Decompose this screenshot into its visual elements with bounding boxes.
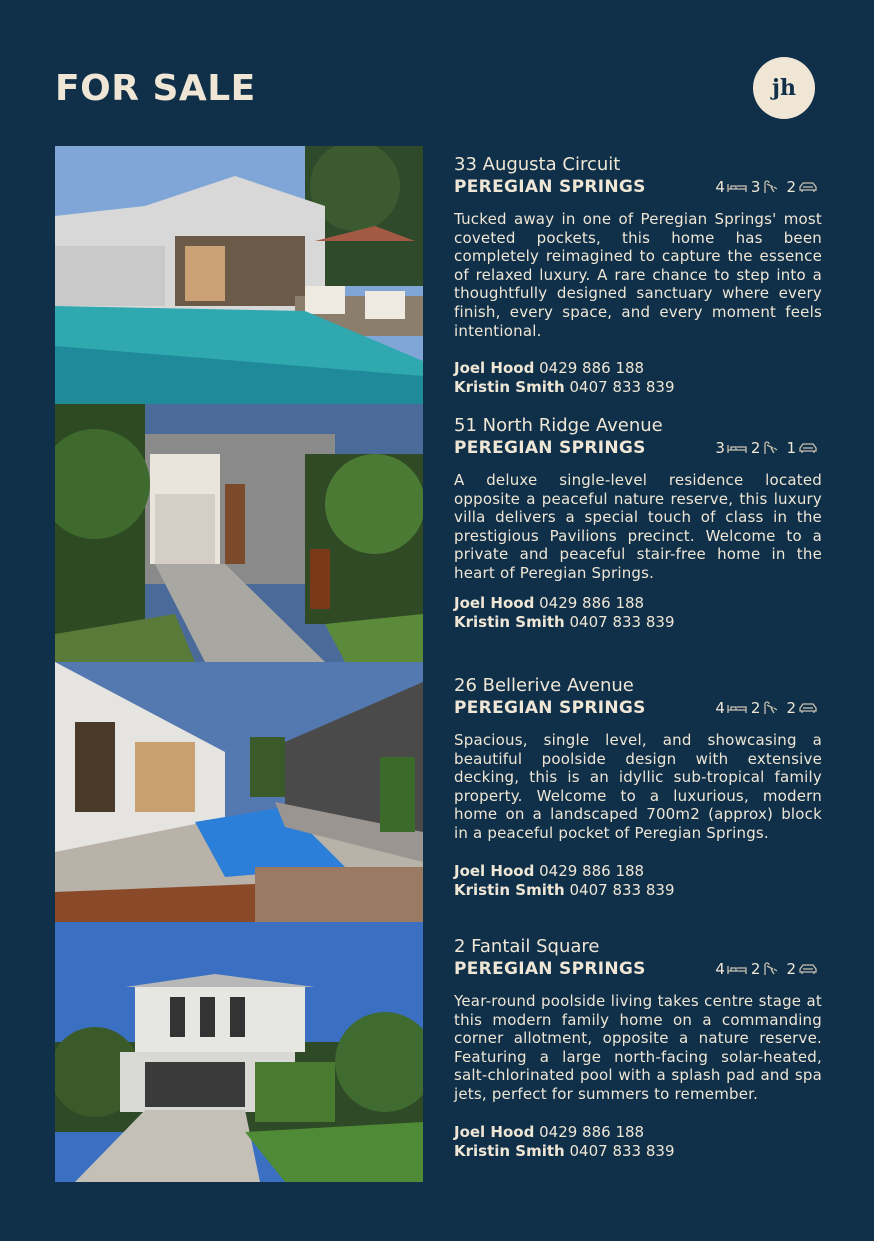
listing-3 xyxy=(454,675,822,900)
bed-count: 4 xyxy=(715,178,725,196)
agent-phone[interactable]: 0429 886 188 xyxy=(539,1122,645,1141)
shower-icon xyxy=(762,441,782,455)
listing-suburb: PEREGIAN SPRINGS xyxy=(454,698,646,718)
listing-features xyxy=(711,178,818,196)
listing-address[interactable]: 33 Augusta Circuit xyxy=(454,154,621,175)
shower-icon xyxy=(762,180,782,194)
agent-name: Kristin Smith xyxy=(454,612,565,631)
page-title: FOR SALE xyxy=(55,68,256,109)
bed-count: 4 xyxy=(715,699,725,717)
agent-name: Kristin Smith xyxy=(454,880,565,899)
agent-row xyxy=(454,1123,822,1142)
agent-phone[interactable]: 0407 833 839 xyxy=(569,378,675,397)
bath-count: 3 xyxy=(750,178,761,196)
car-icon xyxy=(798,701,818,715)
listing-photo-4[interactable] xyxy=(55,922,423,1182)
agent-name: Joel Hood xyxy=(454,593,535,612)
agent-row xyxy=(454,862,822,881)
agent-name: Kristin Smith xyxy=(454,1141,565,1160)
agent-phone[interactable]: 0407 833 839 xyxy=(569,880,675,899)
car-count: 1 xyxy=(786,439,796,457)
agent-name: Joel Hood xyxy=(454,1122,535,1141)
logo-text: jh xyxy=(772,75,796,101)
agent-phone[interactable]: 0407 833 839 xyxy=(569,612,675,631)
agent-row xyxy=(454,1142,822,1161)
bath-count: 2 xyxy=(750,439,761,457)
listing-address[interactable]: 2 Fantail Square xyxy=(454,936,600,957)
listing-suburb: PEREGIAN SPRINGS xyxy=(454,959,646,979)
shower-icon xyxy=(762,701,782,715)
bed-icon xyxy=(727,962,747,976)
listing-suburb: PEREGIAN SPRINGS xyxy=(454,438,646,458)
agent-name: Joel Hood xyxy=(454,861,535,880)
bed-icon xyxy=(727,701,747,715)
bed-icon xyxy=(727,180,747,194)
listing-suburb: PEREGIAN SPRINGS xyxy=(454,177,646,197)
agent-phone[interactable]: 0429 886 188 xyxy=(539,359,645,378)
bath-count: 2 xyxy=(750,699,761,717)
listing-features xyxy=(711,439,818,457)
agent-name: Kristin Smith xyxy=(454,378,565,397)
agent-contacts xyxy=(454,359,822,397)
agent-contacts xyxy=(454,594,822,632)
listing-photo-3[interactable] xyxy=(55,662,423,922)
car-icon xyxy=(798,962,818,976)
listing-description: A deluxe single-level residence located opposite a peaceful nature reserve, this luxury villa delivers a special touch of class in the prestigious Pavilions precinct. Welcome to a private and peaceful stair-free home in the heart of Peregian Springs. xyxy=(454,471,822,582)
listing-2 xyxy=(454,415,822,632)
listing-4 xyxy=(454,936,822,1161)
agent-row xyxy=(454,613,822,632)
listing-address[interactable]: 51 North Ridge Avenue xyxy=(454,415,663,436)
listing-description: Tucked away in one of Peregian Springs' most coveted pockets, this home has been completely reimagined to capture the essence of relaxed luxury. A rare chance to step into a thoughtfully designed sanctuary where every finish, every space, and every moment feels intentional. xyxy=(454,210,822,340)
listing-features xyxy=(711,960,818,978)
listing-description: Year-round poolside living takes centre stage at this modern family home on a commanding corner allotment, opposite a nature reserve. Featuring a large north-facing solar-heated, salt-chlorinated pool with a splash pad and spa jets, perfect for summers to remember. xyxy=(454,992,822,1103)
agent-row xyxy=(454,594,822,613)
agent-row xyxy=(454,378,822,397)
agent-name: Joel Hood xyxy=(454,359,535,378)
agent-contacts xyxy=(454,1123,822,1161)
bed-icon xyxy=(727,441,747,455)
shower-icon xyxy=(762,962,782,976)
listing-1 xyxy=(454,154,822,397)
listing-features xyxy=(711,699,818,717)
agent-contacts xyxy=(454,862,822,900)
agent-row xyxy=(454,359,822,378)
bed-count: 3 xyxy=(715,439,725,457)
bed-count: 4 xyxy=(715,960,725,978)
bath-count: 2 xyxy=(750,960,761,978)
car-icon xyxy=(798,441,818,455)
agent-phone[interactable]: 0429 886 188 xyxy=(539,593,645,612)
car-count: 2 xyxy=(786,178,796,196)
agent-phone[interactable]: 0407 833 839 xyxy=(569,1141,675,1160)
listing-photo-1[interactable] xyxy=(55,146,423,404)
car-count: 2 xyxy=(786,699,796,717)
agent-row xyxy=(454,881,822,900)
agent-phone[interactable]: 0429 886 188 xyxy=(539,861,645,880)
listing-description: Spacious, single level, and showcasing a beautiful poolside design with extensive decking, this is an idyllic sub-tropical family property. Welcome to a luxurious, modern home on a landscaped 700m2 (approx) block in a peaceful pocket of Peregian Springs. xyxy=(454,731,822,842)
car-count: 2 xyxy=(786,960,796,978)
agency-logo[interactable] xyxy=(753,57,815,119)
listing-address[interactable]: 26 Bellerive Avenue xyxy=(454,675,634,696)
listing-photo-2[interactable] xyxy=(55,404,423,662)
car-icon xyxy=(798,180,818,194)
